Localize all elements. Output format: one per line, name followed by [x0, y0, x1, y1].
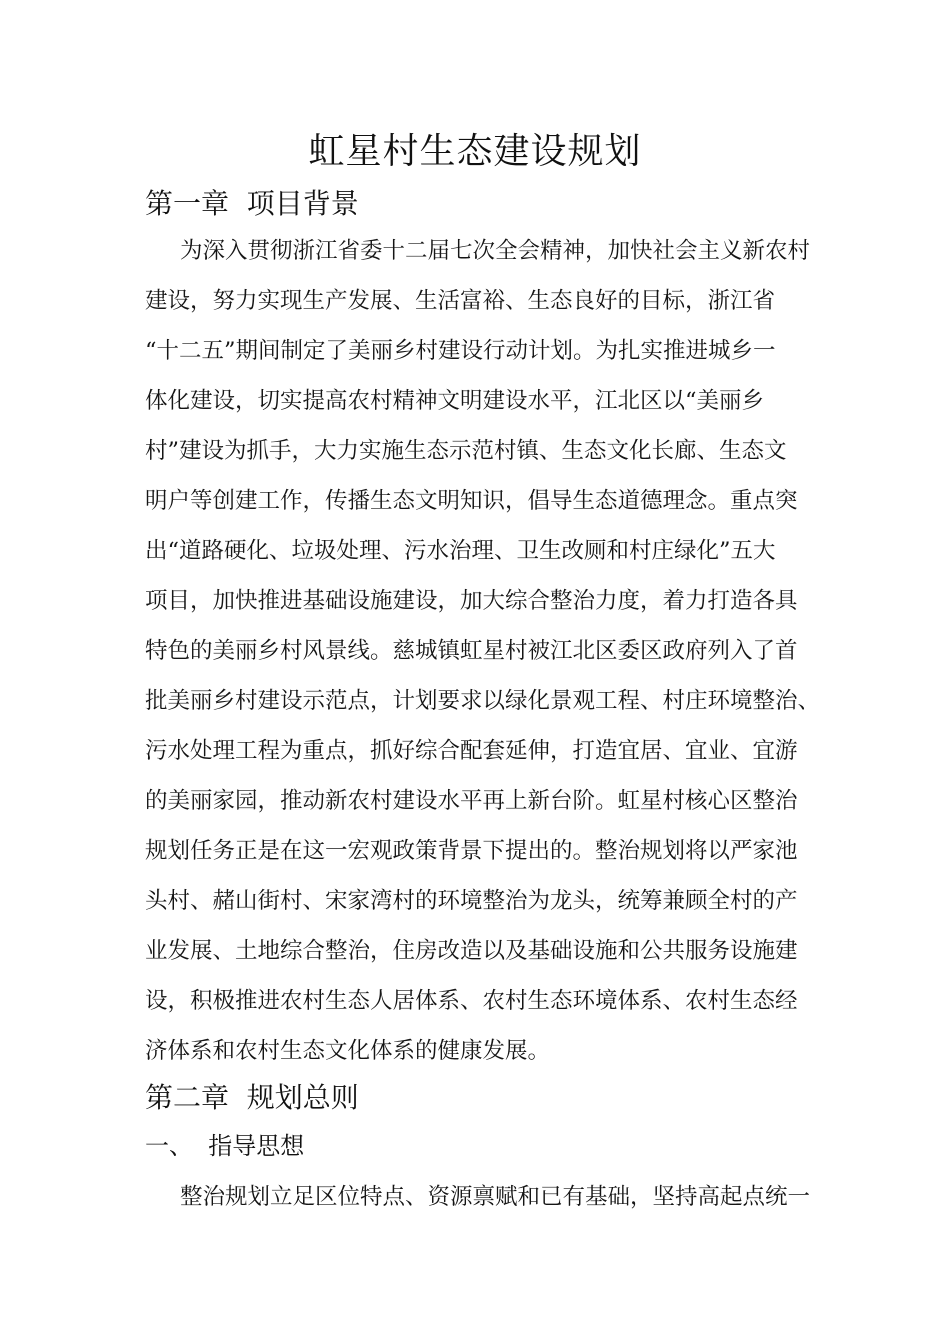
paragraph-line: 明户等创建工作，传播生态文明知识，倡导生态道德理念。重点突 — [145, 488, 798, 514]
paragraph-line: 体化建设，切实提高农村精神文明建设水平，江北区以“美丽乡 — [145, 388, 765, 414]
chapter-2-heading: 第二章 规划总则 — [145, 1081, 359, 1114]
paragraph-line: 特色的美丽乡村风景线。慈城镇虹星村被江北区委区政府列入了首 — [145, 638, 798, 664]
paragraph-line: 的美丽家园，推动新农村建设水平再上新台阶。虹星村核心区整治 — [145, 788, 798, 814]
paragraph-line: 规划任务正是在这一宏观政策背景下提出的。整治规划将以严家池 — [145, 838, 798, 864]
paragraph-line: 批美丽乡村建设示范点，计划要求以绿化景观工程、村庄环境整治、 — [145, 688, 821, 714]
paragraph-line: 济体系和农村生态文化体系的健康发展。 — [145, 1038, 551, 1064]
document-title: 虹星村生态建设规划 — [308, 131, 642, 172]
paragraph-line: 设，积极推进农村生态人居体系、农村生态环境体系、农村生态经 — [145, 988, 798, 1014]
paragraph-line: 整治规划立足区位特点、资源禀赋和已有基础，坚持高起点统一 — [180, 1184, 811, 1210]
paragraph-line: “十二五”期间制定了美丽乡村建设行动计划。为扎实推进城乡一 — [145, 338, 776, 364]
paragraph-line: 出“道路硬化、垃圾处理、污水治理、卫生改厕和村庄绿化”五大 — [145, 538, 776, 564]
chapter-1-heading: 第一章 项目背景 — [145, 187, 359, 220]
paragraph-line: 村”建设为抓手，大力实施生态示范村镇、生态文化长廊、生态文 — [145, 438, 787, 464]
paragraph-line: 项目，加快推进基础设施建设，加大综合整治力度，着力打造各具 — [145, 588, 798, 614]
paragraph-line: 头村、赭山街村、宋家湾村的环境整治为龙头，统筹兼顾全村的产 — [145, 888, 798, 914]
paragraph-line: 污水处理工程为重点，抓好综合配套延伸，打造宜居、宜业、宜游 — [145, 738, 798, 764]
paragraph-line: 建设，努力实现生产发展、生活富裕、生态良好的目标，浙江省 — [145, 288, 776, 314]
paragraph-line: 为深入贯彻浙江省委十二届七次全会精神，加快社会主义新农村 — [180, 238, 811, 264]
section-heading-guiding-ideology: 一、 指导思想 — [145, 1132, 305, 1160]
paragraph-line: 业发展、土地综合整治，住房改造以及基础设施和公共服务设施建 — [145, 938, 798, 964]
